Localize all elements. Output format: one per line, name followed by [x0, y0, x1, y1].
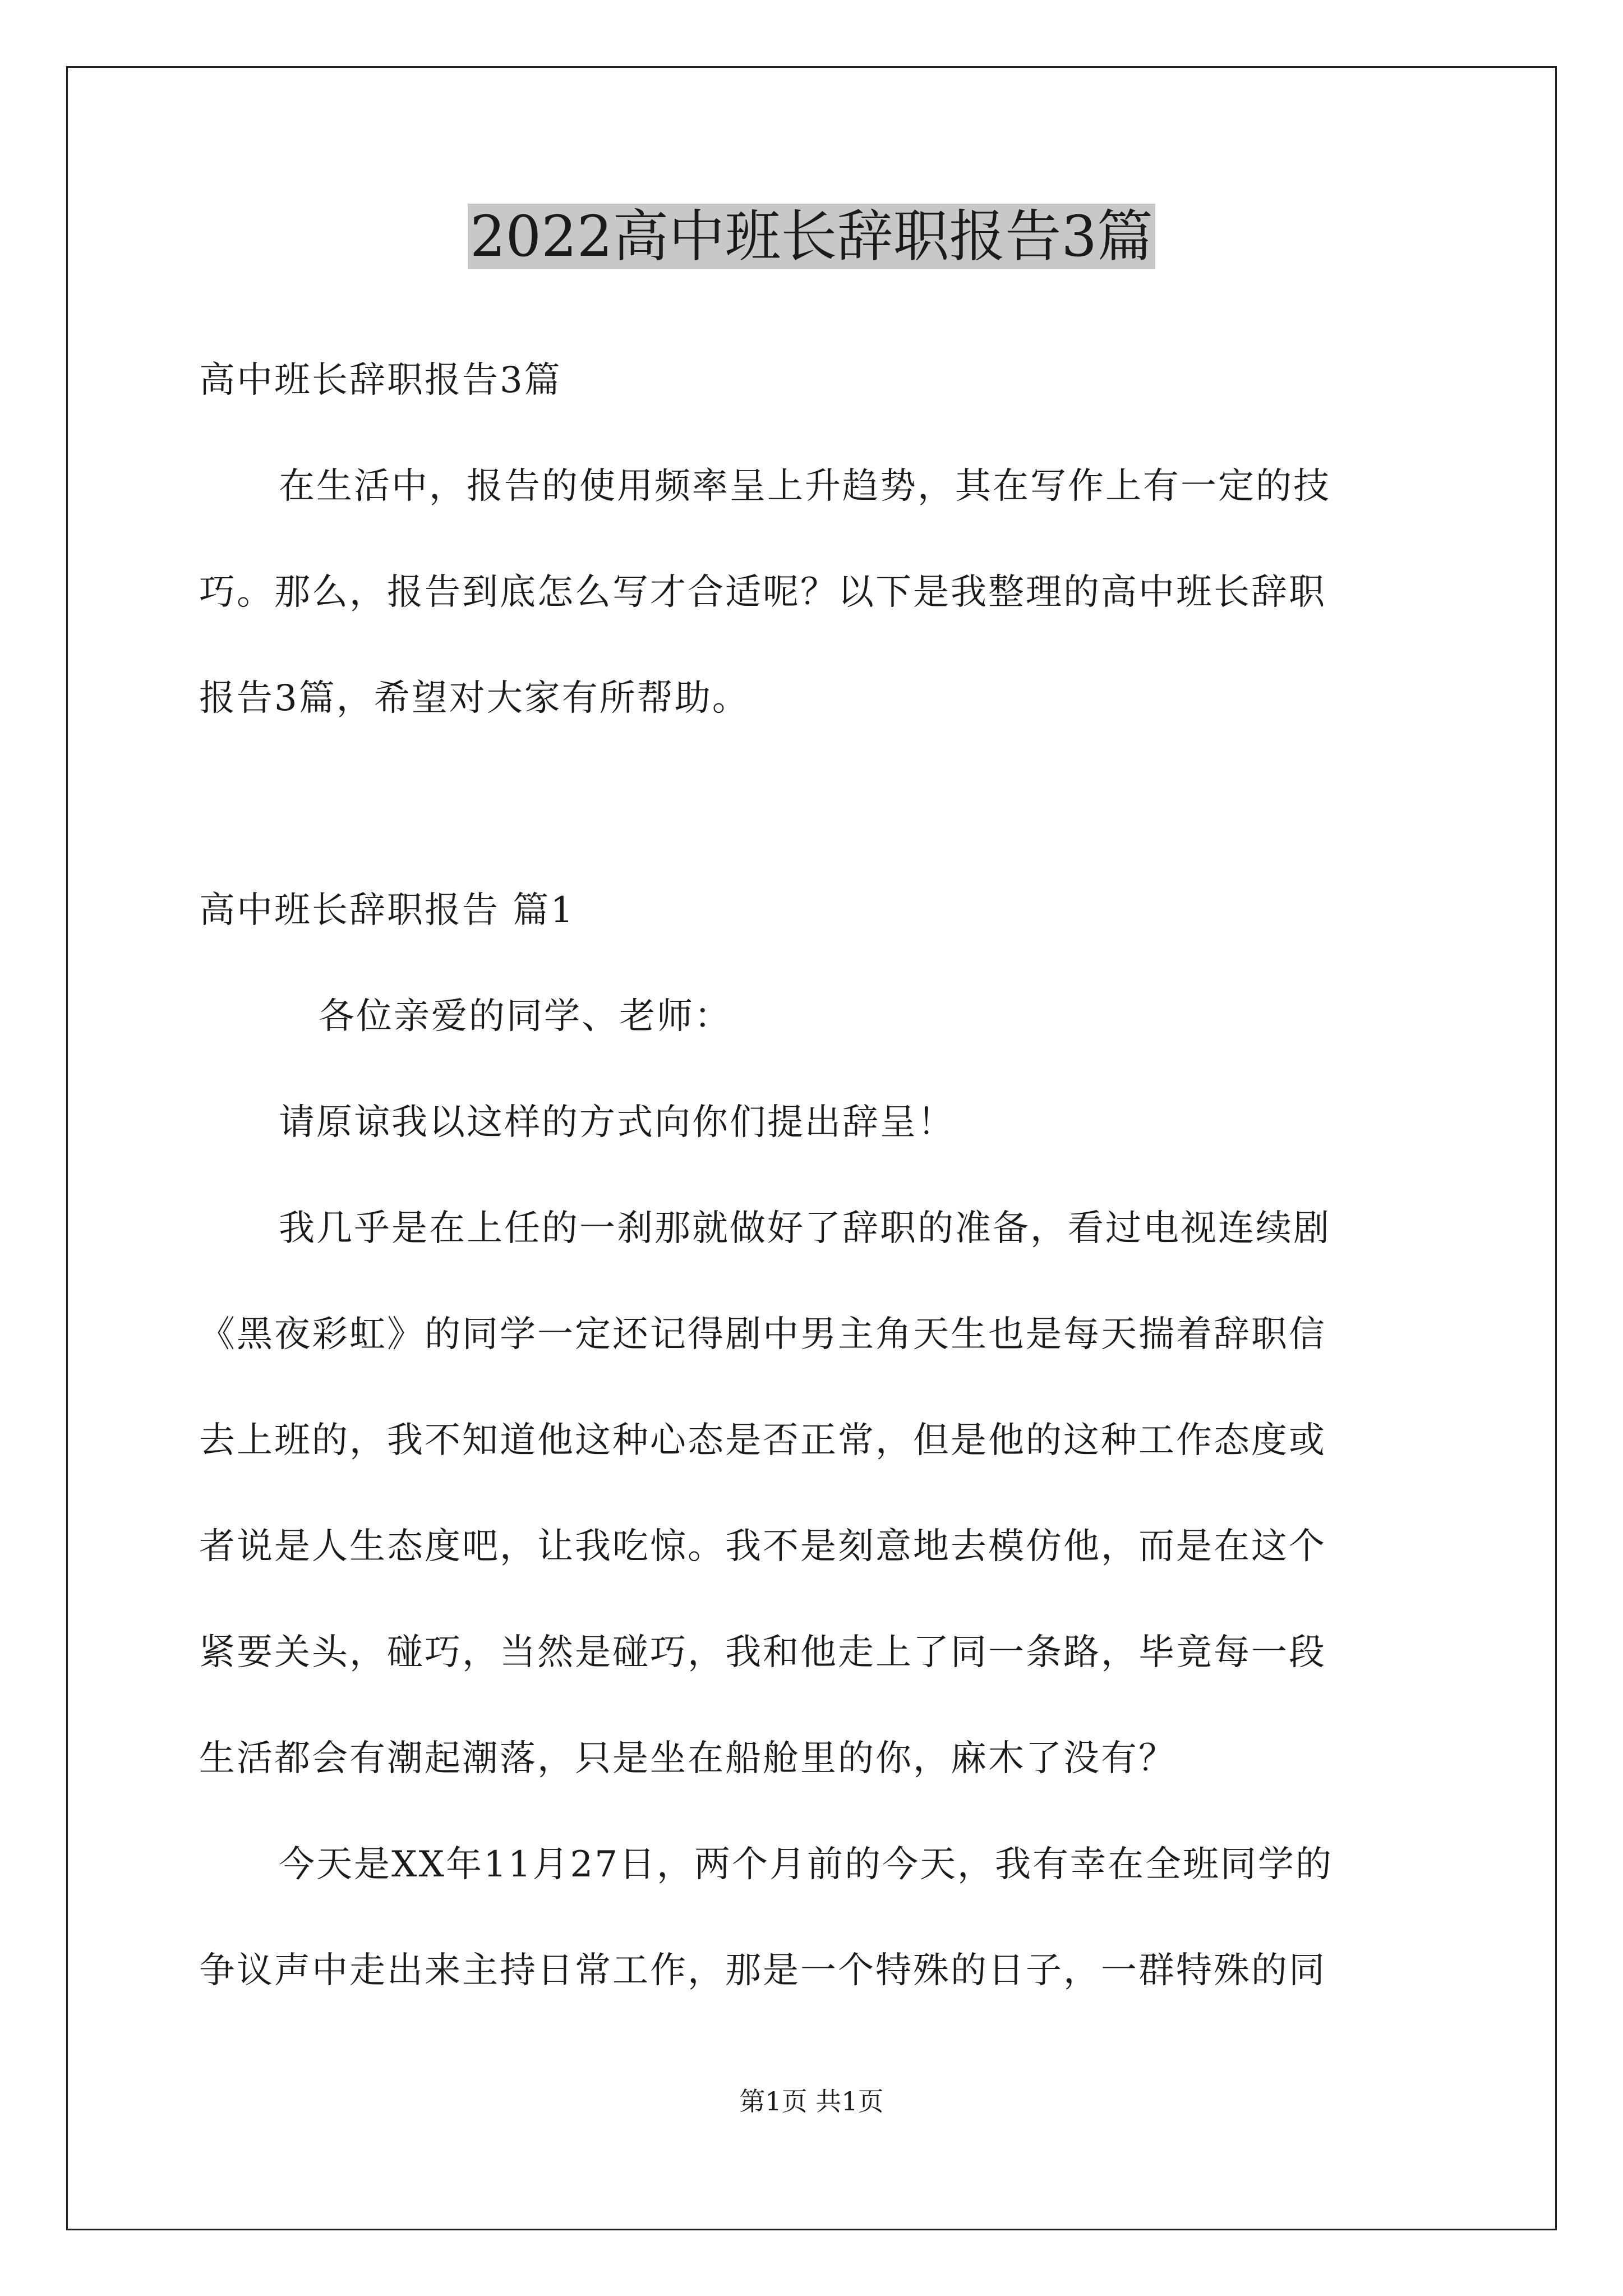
salutation: 各位亲爱的同学、老师： [319, 996, 732, 1037]
section-heading: 高中班长辞职报告 篇1 [199, 890, 575, 931]
body-line-8: 今天是XX年11月27日，两个月前的今天，我有幸在全班同学的 [279, 1844, 1333, 1885]
body-line-4: 去上班的，我不知道他这种心态是否正常，但是他的这种工作态度或 [199, 1420, 1326, 1461]
subtitle: 高中班长辞职报告3篇 [199, 360, 562, 401]
document-title: 2022高中班长辞职报告3篇 [0, 197, 1623, 276]
intro-line-2: 巧。那么，报告到底怎么写才合适呢？以下是我整理的高中班长辞职 [199, 572, 1326, 613]
body-line-1: 请原谅我以这样的方式向你们提出辞呈！ [279, 1102, 955, 1143]
page-footer: 第1页 共1页 [739, 2086, 884, 2116]
intro-line-3: 报告3篇，希望对大家有所帮助。 [199, 678, 750, 719]
body-line-2: 我几乎是在上任的一刹那就做好了辞职的准备，看过电视连续剧 [279, 1208, 1331, 1249]
body-line-9: 争议声中走出来主持日常工作，那是一个特殊的日子，一群特殊的同 [199, 1950, 1326, 1991]
body-line-5: 者说是人生态度吧，让我吃惊。我不是刻意地去模仿他，而是在这个 [199, 1526, 1326, 1567]
intro-line-1: 在生活中，报告的使用频率呈上升趋势，其在写作上有一定的技 [279, 466, 1331, 507]
body-line-3: 《黑夜彩虹》的同学一定还记得剧中男主角天生也是每天揣着辞职信 [199, 1314, 1326, 1355]
body-line-6: 紧要关头，碰巧，当然是碰巧，我和他走上了同一条路，毕竟每一段 [199, 1632, 1326, 1673]
body-line-7: 生活都会有潮起潮落，只是坐在船舱里的你，麻木了没有？ [199, 1738, 1176, 1779]
